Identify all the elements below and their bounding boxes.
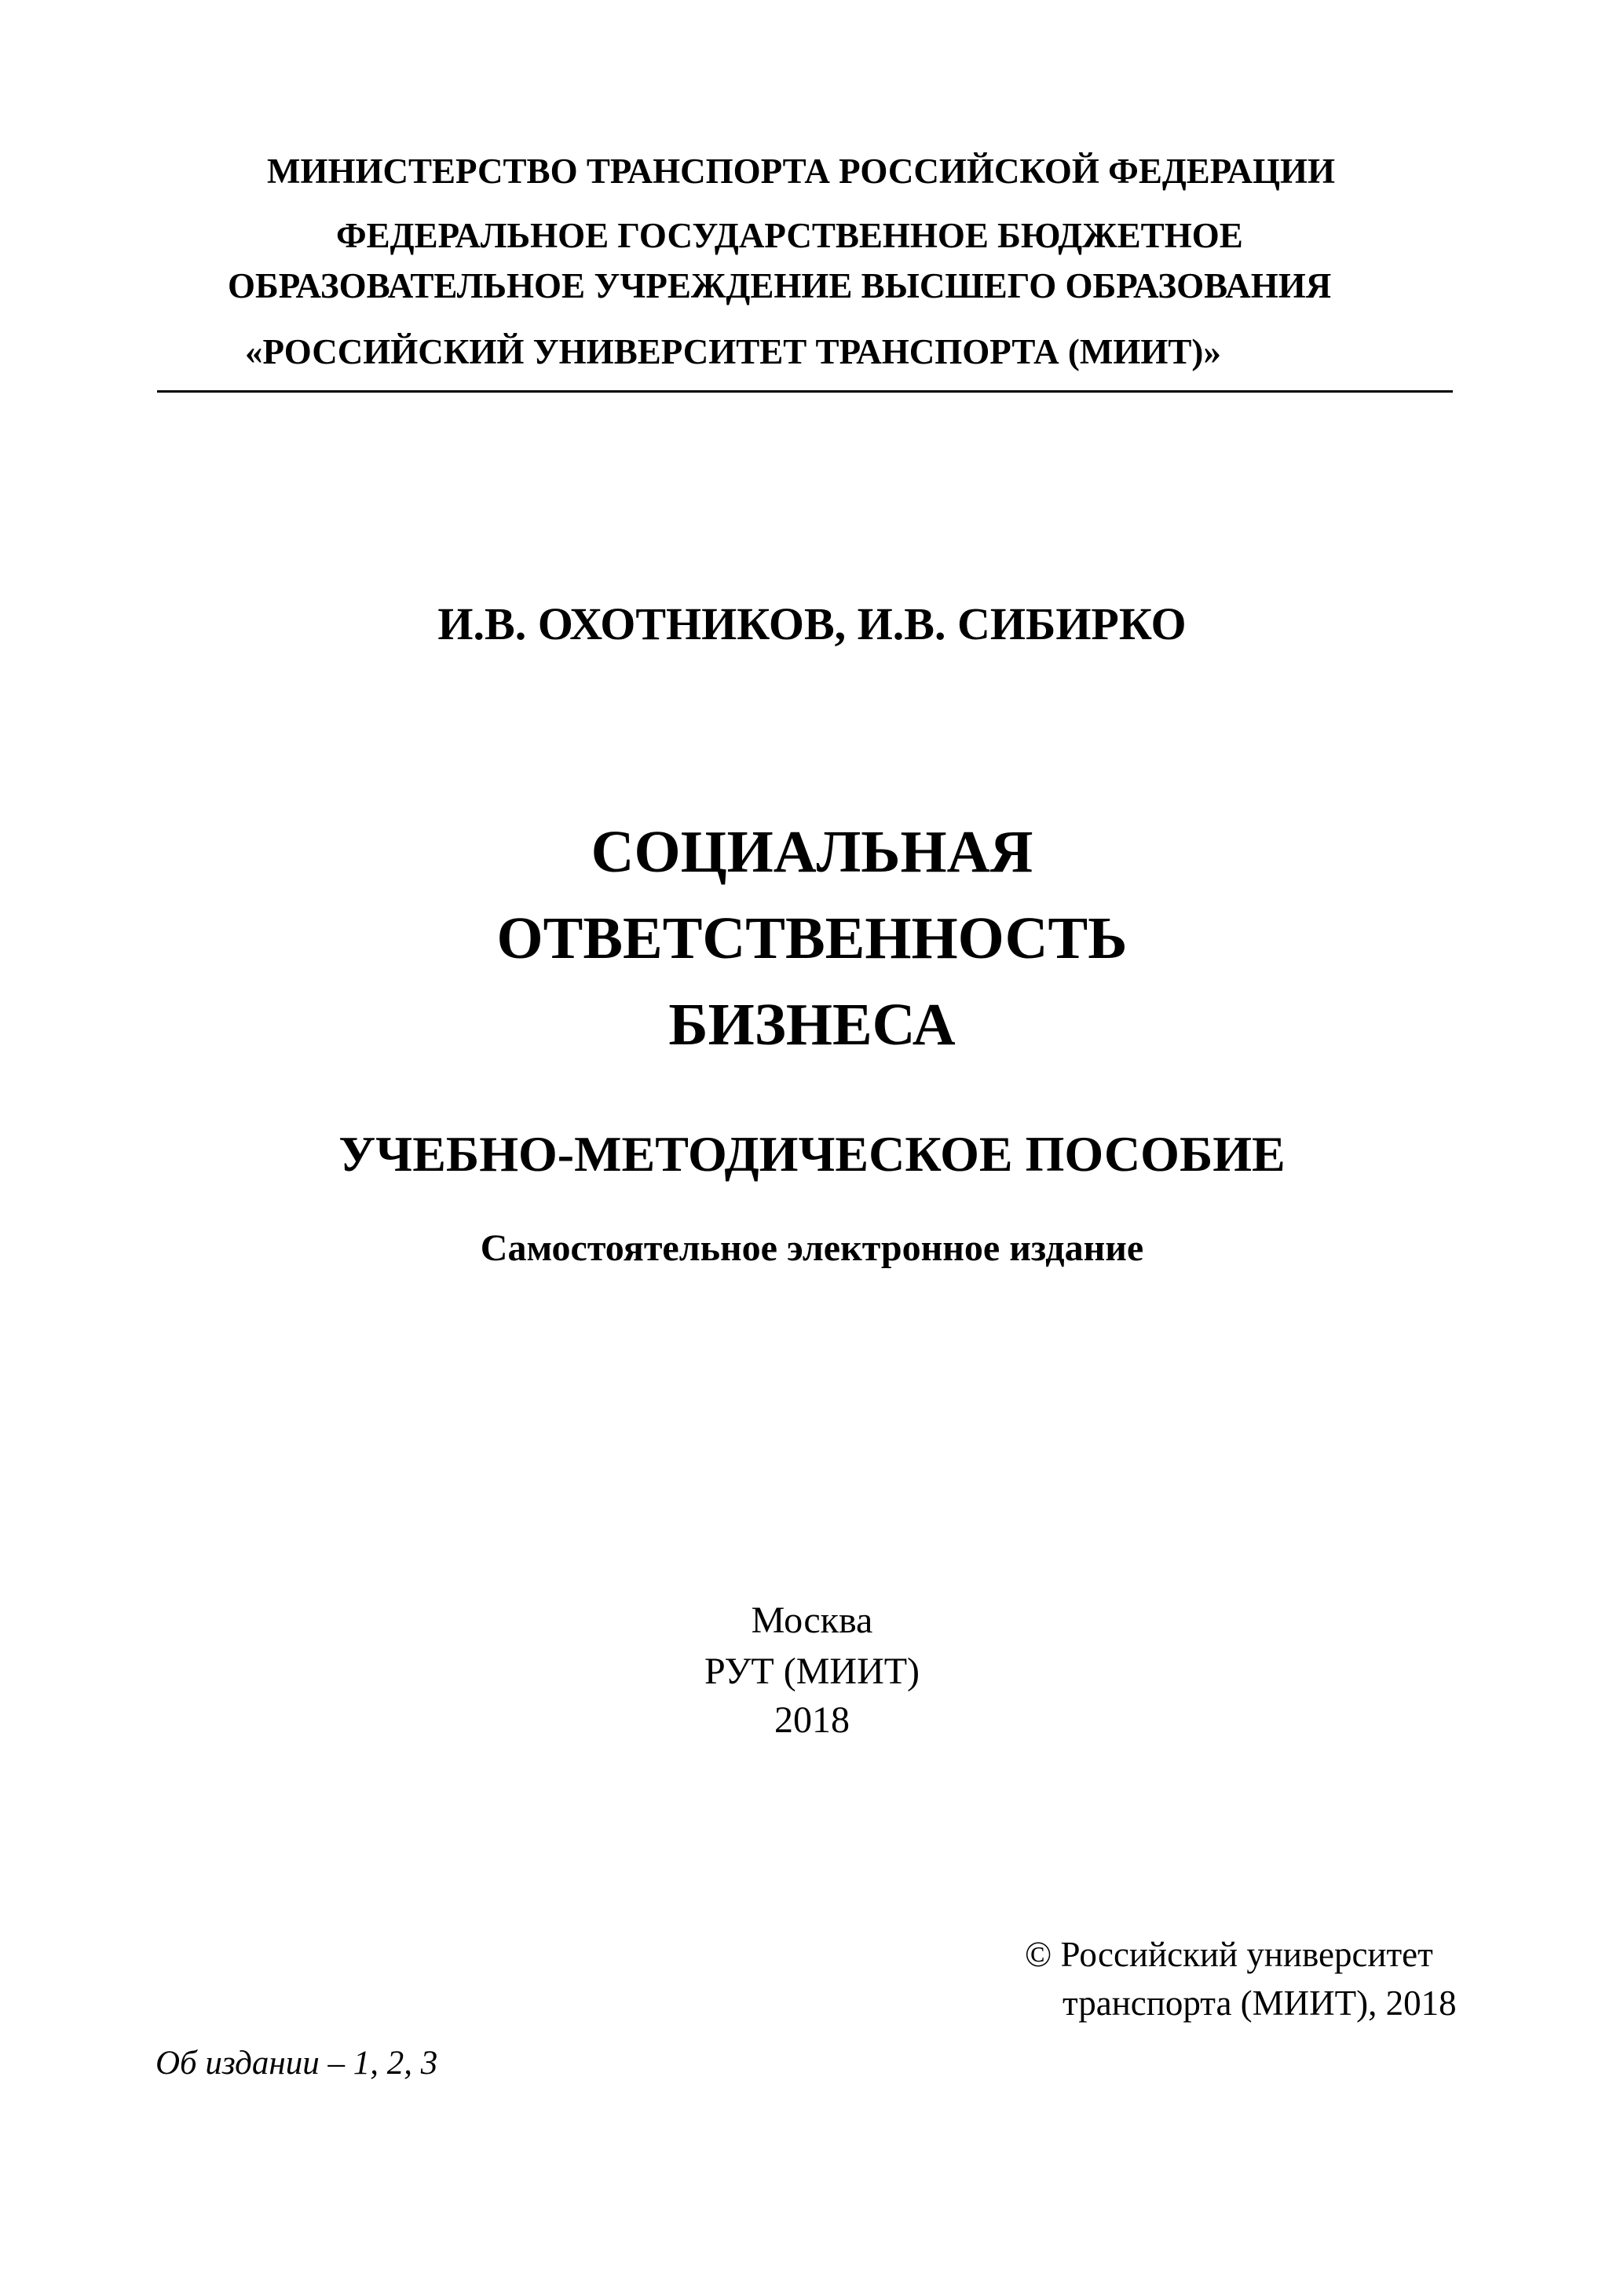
imprint-year: 2018 (774, 1699, 850, 1741)
imprint-publisher: РУТ (МИИТ) (704, 1651, 920, 1692)
copyright-line-2: транспорта (МИИТ), 2018 (1063, 1983, 1457, 2023)
title-line-3: БИЗНЕСА (668, 992, 956, 1058)
ministry-line: МИНИСТЕРСТВО ТРАНСПОРТА РОССИЙСКОЙ ФЕДЕРАЦИИ (267, 152, 1336, 191)
copyright-line-1: © Российский университет (1025, 1935, 1433, 1974)
authors: И.В. ОХОТНИКОВ, И.В. СИБИРКО (437, 598, 1187, 649)
header-divider (157, 390, 1453, 393)
title-line-2: ОТВЕТСТВЕННОСТЬ (496, 905, 1128, 971)
institution-line-1: ФЕДЕРАЛЬНОЕ ГОСУДАРСТВЕННОЕ БЮДЖЕТНОЕ (336, 216, 1243, 255)
imprint-city: Москва (751, 1600, 873, 1641)
edition-type: Самостоятельное электронное издание (480, 1227, 1144, 1269)
subtitle: УЧЕБНО-МЕТОДИЧЕСКОЕ ПОСОБИЕ (338, 1126, 1286, 1182)
title-line-1: СОЦИАЛЬНАЯ (591, 819, 1033, 885)
institution-line-2: ОБРАЗОВАТЕЛЬНОЕ УЧРЕЖДЕНИЕ ВЫСШЕГО ОБРАЗОВАНИЯ (228, 266, 1332, 305)
about-edition-link[interactable]: Об издании – 1, 2, 3 (155, 2045, 438, 2082)
university-name: «РОССИЙСКИЙ УНИВЕРСИТЕТ ТРАНСПОРТА (МИИТ)» (245, 332, 1221, 371)
